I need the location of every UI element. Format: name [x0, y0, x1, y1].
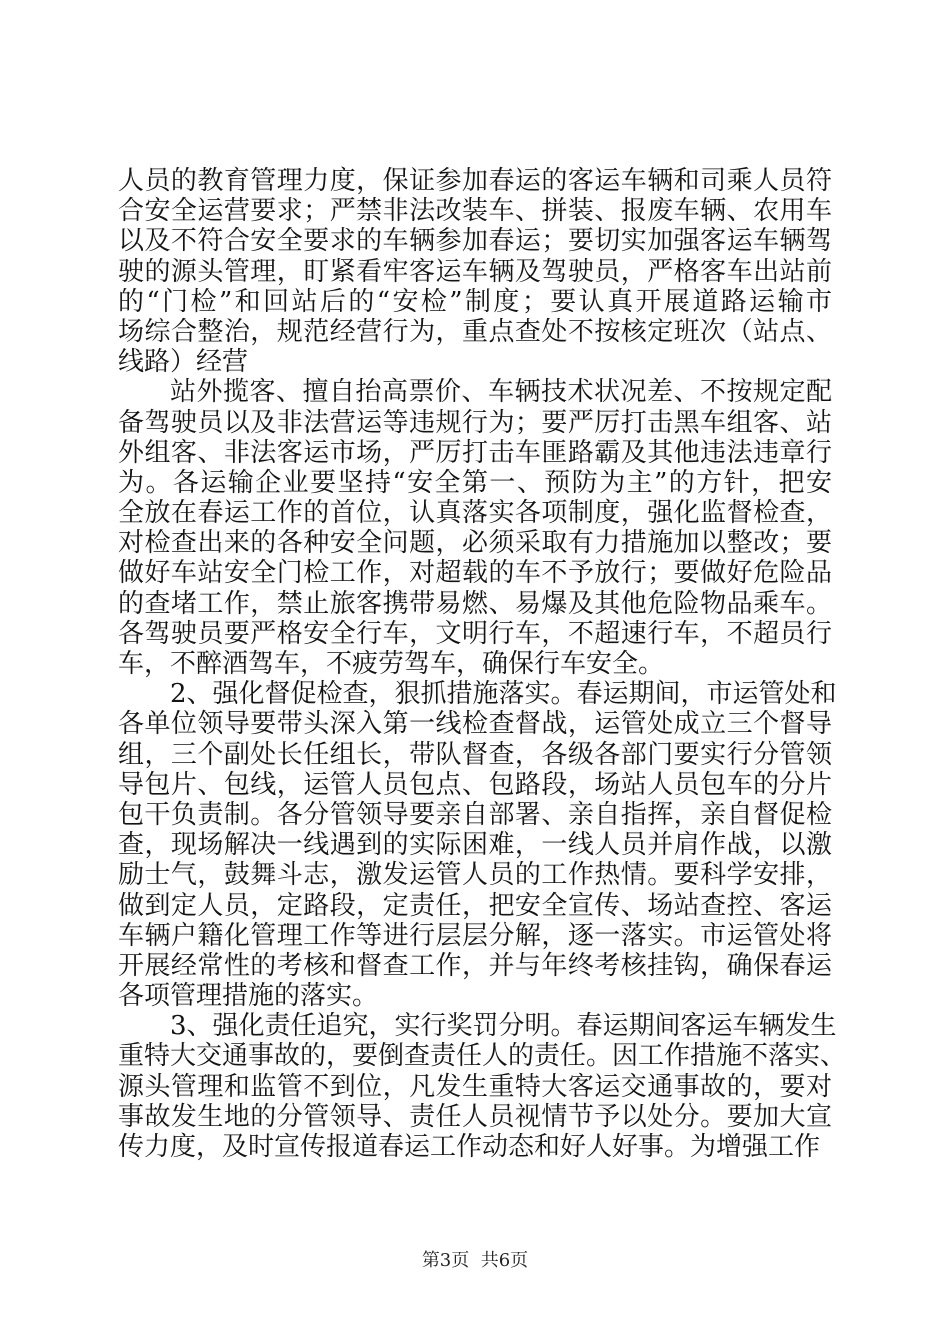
- paragraph-line: 全放在春运工作的首位，认真落实各项制度，强化监督检查，: [118, 498, 832, 529]
- paragraph-line: 驶的源头管理，盯紧看牢客运车辆及驾驶员，严格客车出站前: [118, 256, 832, 287]
- document-body: [118, 166, 847, 1162]
- paragraph-line: 外组客、非法客运市场，严厉打击车匪路霸及其他违法违章行: [118, 437, 832, 468]
- paragraph: [118, 679, 837, 1012]
- paragraph-line: 以及不符合安全要求的车辆参加春运；要切实加强客运车辆驾: [118, 226, 832, 257]
- paragraph-line: 做到定人员，定路段，定责任，把安全宣传、场站查控、客运: [118, 890, 832, 921]
- paragraph-line: 源头管理和监管不到位，凡发生重特大客运交通事故的，要对: [118, 1071, 832, 1102]
- paragraph-line: 导包片、包线，运管人员包点、包路段，场站人员包车的分片: [118, 769, 832, 800]
- paragraph-line: 各项管理措施的落实。: [118, 981, 379, 1012]
- paragraph-line: 做好车站安全门检工作，对超载的车不予放行；要做好危险品: [118, 558, 832, 589]
- paragraph-line: 重特大交通事故的，要倒查责任人的责任。因工作措施不落实、: [118, 1041, 847, 1072]
- paragraph-line: 为。各运输企业要坚持“安全第一、预防为主”的方针，把安: [118, 467, 832, 498]
- paragraph-line: 励士气，鼓舞斗志，激发运管人员的工作热情。要科学安排，: [118, 860, 832, 891]
- paragraph-line: 包干负责制。各分管领导要亲自部署、亲自指挥，亲自督促检: [118, 799, 832, 830]
- paragraph-line: 的“门检”和回站后的“安检”制度；要认真开展道路运输市: [118, 286, 832, 317]
- paragraph-line: 对检查出来的各种安全问题，必须采取有力措施加以整改；要: [118, 528, 832, 559]
- paragraph: [118, 1011, 847, 1162]
- paragraph: [118, 377, 832, 679]
- paragraph-line: 各驾驶员要严格安全行车，文明行车，不超速行车，不超员行: [118, 618, 832, 649]
- paragraph-line: 传力度，及时宣传报道春运工作动态和好人好事。为增强工作: [118, 1132, 821, 1162]
- paragraph-line: 人员的教育管理力度，保证参加春运的客运车辆和司乘人员符: [118, 166, 832, 196]
- paragraph-line: 站外揽客、擅自抬高票价、车辆技术状况差、不按规定配: [170, 377, 832, 408]
- paragraph-line: 备驾驶员以及非法营运等违规行为；要严厉打击黑车组客、站: [118, 407, 832, 438]
- paragraph-line: 线路）经营: [118, 347, 249, 378]
- paragraph-line: 查，现场解决一线遇到的实际困难，一线人员并肩作战，以激: [118, 830, 832, 861]
- paragraph-line: 3、强化责任追究，实行奖罚分明。春运期间客运车辆发生: [170, 1011, 837, 1042]
- paragraph-line: 场综合整治，规范经营行为，重点查处不按核定班次（站点、: [118, 316, 832, 347]
- paragraph-line: 事故发生地的分管领导、责任人员视情节予以处分。要加大宣: [118, 1101, 832, 1132]
- page-number-footer: 第3页 共6页: [421, 1250, 529, 1271]
- paragraph-line: 各单位领导要带头深入第一线检查督战，运管处成立三个督导: [118, 709, 832, 740]
- paragraph-line: 车，不醉酒驾车，不疲劳驾车，确保行车安全。: [118, 649, 665, 679]
- paragraph: [118, 166, 832, 377]
- paragraph-line: 2、强化督促检查，狠抓措施落实。春运期间，市运管处和: [170, 679, 837, 710]
- paragraph-line: 合安全运营要求；严禁非法改装车、拼装、报废车辆、农用车: [118, 196, 832, 227]
- paragraph-line: 组，三个副处长任组长，带队督查，各级各部门要实行分管领: [118, 739, 832, 770]
- paragraph-line: 开展经常性的考核和督查工作，并与年终考核挂钩，确保春运: [118, 950, 832, 981]
- paragraph-line: 的查堵工作，禁止旅客携带易燃、易爆及其他危险物品乘车。: [118, 588, 832, 619]
- paragraph-line: 车辆户籍化管理工作等进行层层分解，逐一落实。市运管处将: [118, 920, 832, 951]
